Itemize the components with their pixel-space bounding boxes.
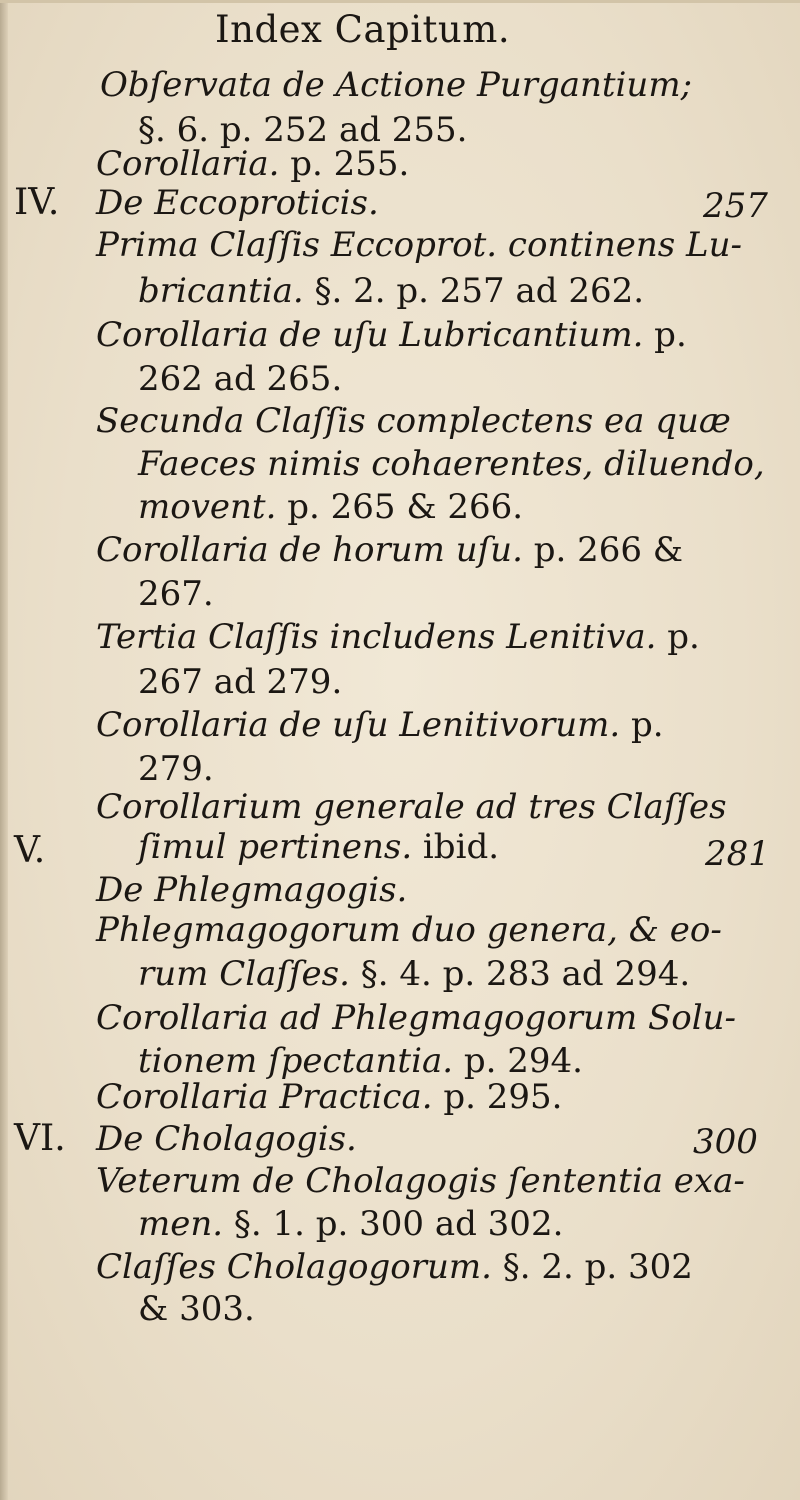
entry-line: 279.: [138, 749, 214, 789]
entry-line: movent. p. 265 & 266.: [138, 487, 524, 527]
entry-line: Tertia Claſſis includens Lenitiva. p.: [96, 617, 700, 657]
page-ref-281: 281: [705, 834, 770, 874]
entry-line: Corollaria Practica. p. 295.: [96, 1077, 563, 1117]
entry-line: Prima Claſſis Eccoprot. continens Lu-: [96, 225, 742, 265]
entry-line: De Eccoproticis.: [96, 183, 379, 223]
entry-line: De Phlegmagogis.: [96, 870, 408, 910]
entry-line: Corollaria de uſu Lubricantium. p.: [96, 315, 687, 355]
page-ref-300: 300: [693, 1122, 758, 1162]
page-edge: [0, 0, 8, 1500]
page-ref-257: 257: [703, 186, 768, 226]
entry-line: Faeces nimis cohaerentes, diluendo,: [138, 444, 765, 484]
section-number-vi: VI.: [14, 1118, 66, 1159]
entry-line: Corollaria. p. 255.: [96, 144, 410, 184]
entry-line: tionem ſpectantia. p. 294.: [138, 1041, 583, 1081]
entry-line: Veterum de Cholagogis ſententia exa-: [96, 1161, 745, 1201]
entry-line: Corollaria ad Phlegmagogorum Solu-: [96, 998, 737, 1038]
entry-line: 267.: [138, 574, 214, 614]
entry-line: rum Claſſes. §. 4. p. 283 ad 294.: [138, 954, 691, 994]
entry-line: Corollaria de horum uſu. p. 266 &: [96, 530, 684, 570]
entry-line: §. 6. p. 252 ad 255.: [138, 110, 468, 150]
entry-line: ſimul pertinens. ibid.: [138, 827, 500, 867]
entry-line: Obſervata de Actione Purgantium;: [100, 65, 693, 105]
entry-line: men. §. 1. p. 300 ad 302.: [138, 1204, 564, 1244]
section-number-iv: IV.: [14, 182, 60, 223]
entry-line: Corollarium generale ad tres Claſſes: [96, 787, 727, 827]
entry-line: Corollaria de uſu Lenitivorum. p.: [96, 705, 664, 745]
page-top-edge: [0, 0, 800, 3]
entry-line: & 303.: [138, 1289, 255, 1329]
page-header: Index Capitum.: [215, 8, 511, 51]
entry-line: bricantia. §. 2. p. 257 ad 262.: [138, 271, 645, 311]
entry-line: 267 ad 279.: [138, 662, 343, 702]
entry-line: De Cholagogis.: [96, 1119, 357, 1159]
entry-line: 262 ad 265.: [138, 359, 343, 399]
entry-line: Secunda Claſſis complectens ea quæ: [96, 401, 731, 441]
entry-line: Phlegmagogorum duo genera, & eo-: [96, 910, 722, 950]
section-number-v: V.: [14, 830, 46, 871]
entry-line: Claſſes Cholagogorum. §. 2. p. 302: [96, 1247, 693, 1287]
